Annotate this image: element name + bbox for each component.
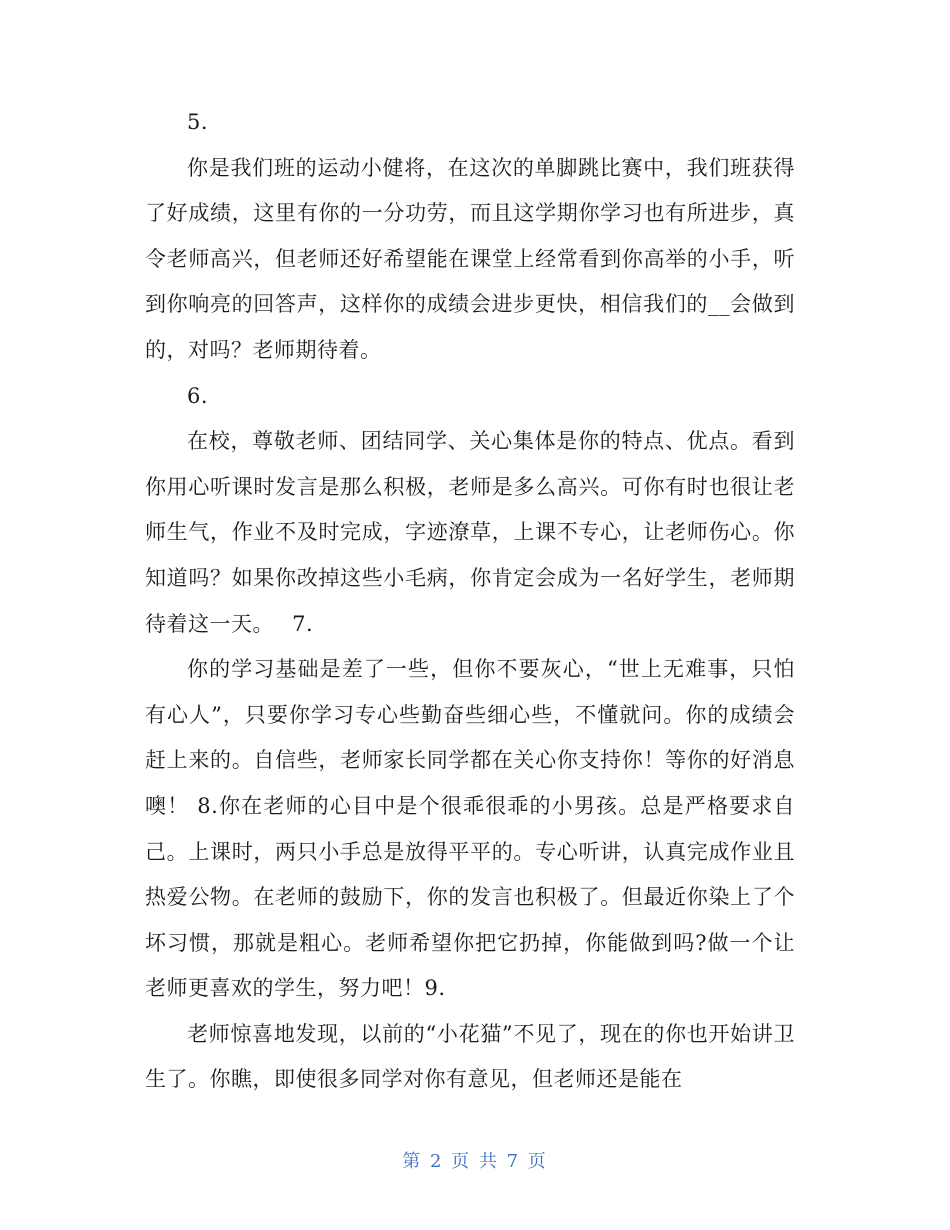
paragraph-comment-6: 在校，尊敬老师、团结同学、关心集体是你的特点、优点。看到你用心听课时发言是那么积极，老师是多么高兴。可你有时也很让老师生气，作业不及时完成，字迹潦草，上课不专心，让老师伤心。你知道吗？如果你改掉这些小毛病，你肯定会成为一名好学生，老师期待着这一天。 7.	[145, 429, 795, 636]
page-number-footer: 第 2 页 共 7 页	[402, 1151, 548, 1172]
document-body	[145, 100, 795, 1103]
paragraph-comment-7-8: 你的学习基础是差了一些，但你不要灰心，“世上无难事，只怕有心人”，只要你学习专心些勤奋些细心些，不懂就问。你的成绩会赶上来的。自信些，老师家长同学都在关心你支持你！等你的好消息噢！ 8.你在老师的心目中是个很乖很乖的小男孩。总是严格要求自己。上课时，两只小手总是放得平平的。专心听讲，认真完成作业且热爱公物。在老师的鼓励下，你的发言也积极了。但最近你染上了个坏习惯，那就是粗心。老师希望你把它扔掉，你能做到吗?做一个让老师更喜欢的学生，努力吧！9.	[145, 657, 795, 1001]
paragraph-comment-5: 你是我们班的运动小健将，在这次的单脚跳比赛中，我们班获得了好成绩，这里有你的一分功劳，而且这学期你学习也有所进步，真令老师高兴，但老师还好希望能在课堂上经常看到你高举的小手，听到你响亮的回答声，这样你的成绩会进步更快，相信我们的__会做到的，对吗？老师期待着。	[145, 155, 795, 362]
paragraph-number-5: 5.	[187, 110, 209, 134]
paragraph-number-6: 6.	[187, 383, 209, 408]
paragraph-comment-9: 老师惊喜地发现，以前的“小花猫”不见了，现在的你也开始讲卫生了。你瞧，即使很多同学对你有意见，但老师还是能在	[145, 1021, 795, 1092]
